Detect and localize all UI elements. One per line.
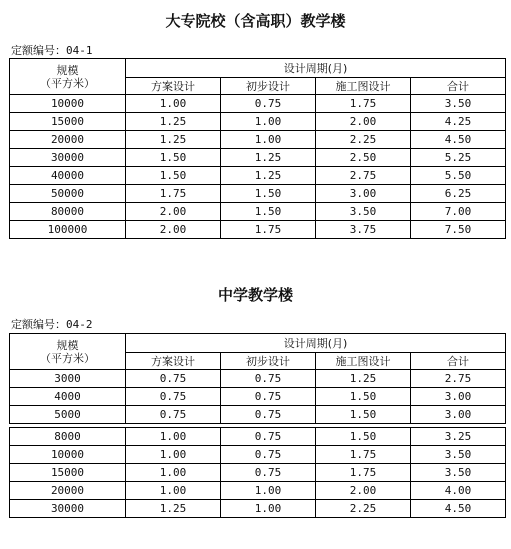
value-cell: 0.75 <box>221 464 316 482</box>
value-cell: 0.75 <box>126 370 221 388</box>
col-header: 合计 <box>411 353 506 370</box>
value-cell: 1.50 <box>126 149 221 167</box>
value-cell: 1.00 <box>126 464 221 482</box>
value-cell: 2.75 <box>411 370 506 388</box>
table-row <box>10 95 506 113</box>
scale-cell: 20000 <box>10 131 126 149</box>
value-cell: 3.75 <box>316 221 411 239</box>
col-header: 施工图设计 <box>316 78 411 95</box>
value-cell: 3.50 <box>316 203 411 221</box>
value-cell: 4.00 <box>411 482 506 500</box>
unit-label: （平方米） <box>40 76 95 90</box>
scale-label: 规模 <box>56 63 79 77</box>
table-row <box>10 149 506 167</box>
value-cell: 1.75 <box>126 185 221 203</box>
value-cell: 5.50 <box>411 167 506 185</box>
scale-cell: 30000 <box>10 149 126 167</box>
scale-label: 规模 <box>56 338 79 352</box>
scale-cell: 100000 <box>10 221 126 239</box>
value-cell: 4.50 <box>411 500 506 518</box>
value-cell: 1.50 <box>126 167 221 185</box>
col-header: 初步设计 <box>221 78 316 95</box>
value-cell: 3.00 <box>411 406 506 424</box>
value-cell: 1.25 <box>221 167 316 185</box>
value-cell: 0.75 <box>221 370 316 388</box>
scale-cell: 15000 <box>10 464 126 482</box>
table-row <box>10 464 506 482</box>
scale-cell: 4000 <box>10 388 126 406</box>
value-cell: 0.75 <box>221 446 316 464</box>
value-cell: 2.75 <box>316 167 411 185</box>
value-cell: 1.00 <box>126 95 221 113</box>
value-cell: 3.50 <box>411 95 506 113</box>
value-cell: 0.75 <box>221 428 316 446</box>
section2-title: 中学教学楼 <box>217 286 293 304</box>
value-cell: 6.25 <box>411 185 506 203</box>
value-cell: 1.75 <box>316 446 411 464</box>
scale-cell: 5000 <box>10 406 126 424</box>
value-cell: 1.00 <box>221 500 316 518</box>
value-cell: 2.25 <box>316 500 411 518</box>
table-row <box>10 500 506 518</box>
section1-title: 大专院校（含高职）教学楼 <box>165 12 346 30</box>
unit-label: （平方米） <box>40 351 95 365</box>
value-cell: 1.50 <box>221 185 316 203</box>
value-cell: 3.50 <box>411 446 506 464</box>
value-cell: 2.00 <box>126 221 221 239</box>
section2-code: 定额编号：04-2 <box>11 318 93 331</box>
value-cell: 3.25 <box>411 428 506 446</box>
value-cell: 2.00 <box>316 482 411 500</box>
value-cell: 1.00 <box>126 482 221 500</box>
table-04-2 <box>9 333 506 518</box>
value-cell: 3.50 <box>411 464 506 482</box>
table-row <box>10 185 506 203</box>
value-cell: 4.25 <box>411 113 506 131</box>
col-header: 初步设计 <box>221 353 316 370</box>
scale-cell: 8000 <box>10 428 126 446</box>
value-cell: 7.00 <box>411 203 506 221</box>
scale-cell: 15000 <box>10 113 126 131</box>
value-cell: 3.00 <box>316 185 411 203</box>
value-cell: 5.25 <box>411 149 506 167</box>
value-cell: 1.75 <box>316 95 411 113</box>
table-row <box>10 221 506 239</box>
scale-cell: 10000 <box>10 95 126 113</box>
table-row <box>10 131 506 149</box>
value-cell: 1.25 <box>316 370 411 388</box>
scale-cell: 3000 <box>10 370 126 388</box>
value-cell: 1.50 <box>316 388 411 406</box>
value-cell: 1.00 <box>126 428 221 446</box>
value-cell: 2.00 <box>126 203 221 221</box>
value-cell: 3.00 <box>411 388 506 406</box>
value-cell: 0.75 <box>221 406 316 424</box>
value-cell: 0.75 <box>126 388 221 406</box>
value-cell: 1.00 <box>126 446 221 464</box>
table-row <box>10 113 506 131</box>
scale-cell: 50000 <box>10 185 126 203</box>
scale-cell: 10000 <box>10 446 126 464</box>
value-cell: 1.50 <box>221 203 316 221</box>
section1-code: 定额编号：04-1 <box>11 44 93 57</box>
value-cell: 4.50 <box>411 131 506 149</box>
col-header: 方案设计 <box>126 78 221 95</box>
value-cell: 1.75 <box>316 464 411 482</box>
scale-cell: 40000 <box>10 167 126 185</box>
value-cell: 1.50 <box>316 406 411 424</box>
scale-cell: 30000 <box>10 500 126 518</box>
col-header: 合计 <box>411 78 506 95</box>
value-cell: 1.25 <box>126 113 221 131</box>
period-header: 设计周期(月) <box>126 59 506 78</box>
value-cell: 1.00 <box>221 482 316 500</box>
col-header: 施工图设计 <box>316 353 411 370</box>
value-cell: 0.75 <box>221 95 316 113</box>
value-cell: 1.25 <box>126 131 221 149</box>
table-row <box>10 203 506 221</box>
table-row <box>10 446 506 464</box>
value-cell: 2.00 <box>316 113 411 131</box>
table-row <box>10 370 506 388</box>
value-cell: 0.75 <box>221 388 316 406</box>
value-cell: 1.50 <box>316 428 411 446</box>
table-row <box>10 482 506 500</box>
table-row <box>10 428 506 446</box>
value-cell: 7.50 <box>411 221 506 239</box>
scale-header <box>10 59 126 95</box>
scale-header <box>10 334 126 370</box>
table-row <box>10 406 506 424</box>
table-row <box>10 388 506 406</box>
scale-cell: 20000 <box>10 482 126 500</box>
value-cell: 1.75 <box>221 221 316 239</box>
value-cell: 1.25 <box>126 500 221 518</box>
value-cell: 2.25 <box>316 131 411 149</box>
value-cell: 0.75 <box>126 406 221 424</box>
table-04-1 <box>9 58 506 239</box>
scale-cell: 80000 <box>10 203 126 221</box>
value-cell: 1.00 <box>221 113 316 131</box>
period-header: 设计周期(月) <box>126 334 506 353</box>
table-row <box>10 167 506 185</box>
value-cell: 1.25 <box>221 149 316 167</box>
value-cell: 2.50 <box>316 149 411 167</box>
value-cell: 1.00 <box>221 131 316 149</box>
col-header: 方案设计 <box>126 353 221 370</box>
